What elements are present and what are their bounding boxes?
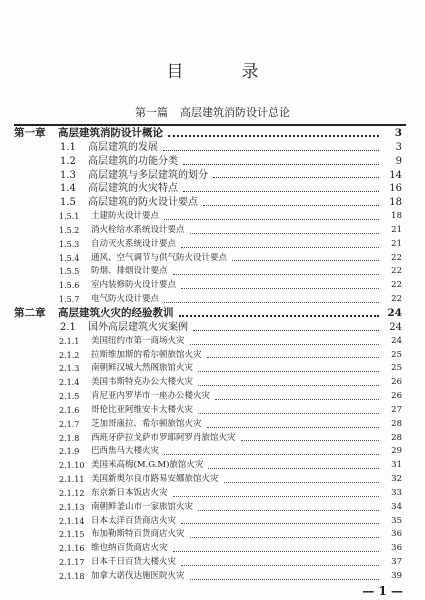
- dot-leader: [198, 385, 379, 386]
- entry-title: 消火栓给水系统设计要点: [91, 224, 185, 235]
- entry-number: 1.5.1: [59, 212, 80, 222]
- toc-section-entry: [14, 155, 404, 169]
- toc-chapter-entry: [14, 307, 404, 321]
- page-number: 25: [391, 349, 402, 360]
- dot-leader: [207, 357, 379, 358]
- page-number: 34: [391, 501, 402, 512]
- toc-section-entry: [14, 169, 404, 183]
- page-number: 27: [391, 404, 402, 415]
- entry-title: 国外高层建筑火灾案例: [88, 321, 188, 333]
- toc-subsection-entry: [14, 418, 404, 432]
- entry-title: 高层建筑的防火设计要点: [88, 197, 198, 209]
- toc-subsection-entry: [14, 404, 404, 418]
- page-number: 39: [391, 571, 402, 581]
- entry-title: 哥伦比亚阿维安卡大楼火灾: [91, 404, 194, 415]
- page-number: 3: [394, 127, 402, 139]
- page-number-footer: — 1 —: [362, 584, 403, 598]
- entry-title: 拉斯维加斯的希尔顿旅馆火灾: [91, 349, 202, 360]
- dot-leader: [190, 537, 379, 538]
- toc-section-entry: [14, 321, 404, 335]
- entry-title: 高层建筑消防设计概论: [58, 127, 163, 139]
- dot-leader: [224, 482, 379, 483]
- entry-title: 室内装修防火设计要点: [91, 280, 177, 291]
- entry-title: 高层建筑与多层建筑的划分: [88, 169, 208, 181]
- entry-number: 2.1.3: [59, 364, 80, 374]
- toc-section-entry: [14, 141, 404, 155]
- toc-subsection-entry: [14, 570, 404, 584]
- dot-leader: [179, 315, 380, 317]
- dot-leader: [164, 219, 379, 220]
- entry-title: 高层建筑的功能分类: [88, 155, 178, 167]
- part-heading: [0, 106, 425, 120]
- entry-title: 高层建筑的发展: [88, 141, 158, 153]
- toc-subsection-entry: [14, 238, 404, 252]
- entry-title: 肯尼亚内罗毕市一座办公楼火灾: [91, 391, 211, 402]
- toc-subsection-entry: [14, 224, 404, 238]
- toc-subsection-entry: [14, 335, 404, 349]
- entry-title: 南朝鲜釜山市一家旅馆火灾: [91, 501, 194, 512]
- dot-leader: [203, 205, 379, 206]
- toc-subsection-entry: [14, 501, 404, 515]
- toc-subsection-entry: [14, 487, 404, 501]
- page-number: 18: [389, 197, 402, 209]
- dot-leader: [241, 440, 379, 441]
- entry-title: 日本太洋百货商店火灾: [91, 515, 177, 526]
- page-number: 36: [391, 529, 402, 540]
- toc-subsection-entry: [14, 445, 404, 459]
- page-number: 21: [391, 238, 402, 249]
- page-number: 28: [391, 432, 402, 443]
- entry-number: 2.1.2: [59, 350, 80, 360]
- entry-number: 2.1.4: [59, 378, 80, 388]
- entry-number: 2.1.1: [59, 336, 80, 346]
- toc-section-entry: [14, 182, 404, 196]
- page-number: 24: [387, 306, 402, 319]
- page-number: 16: [389, 183, 402, 195]
- dot-leader: [190, 579, 379, 580]
- toc-subsection-entry: [14, 556, 404, 570]
- entry-number: 2.1.6: [59, 405, 80, 415]
- dot-leader: [173, 496, 379, 497]
- page-number: 32: [391, 474, 402, 485]
- dot-leader: [181, 565, 379, 566]
- dot-leader: [181, 288, 379, 289]
- entry-number: 1.4: [60, 183, 76, 195]
- toc-subsection-entry: [14, 376, 404, 390]
- entry-title: 西班牙萨拉戈萨市罗耶阿罗肖旅馆火灾: [91, 432, 236, 443]
- page-number: 14: [389, 169, 402, 181]
- toc-subsection-entry: [14, 265, 404, 279]
- page-number: 35: [391, 515, 402, 526]
- page-number: 18: [391, 211, 402, 222]
- entry-title: 维也纳百货商店火灾: [91, 543, 168, 554]
- entry-title: 日本千日百货大楼火灾: [91, 557, 177, 568]
- toc-subsection-entry: [14, 473, 404, 487]
- page-number: 22: [391, 294, 402, 305]
- entry-number: 1.5.7: [59, 295, 80, 305]
- page-number: 37: [391, 557, 402, 568]
- entry-number: 2.1.17: [59, 558, 85, 568]
- dot-leader: [190, 233, 379, 234]
- entry-title: 自动灭火系统设计要点: [91, 238, 177, 249]
- entry-title: 布加勒斯特百货商店火灾: [91, 529, 185, 540]
- entry-number: 第二章: [14, 306, 46, 319]
- dot-leader: [198, 371, 379, 372]
- toc-subsection-entry: [14, 362, 404, 376]
- entry-title: 高层建筑火灾的经验教训: [58, 306, 174, 319]
- entry-number: 1.5.3: [59, 239, 80, 249]
- entry-title: 美国米高梅(M.G.M)旅馆火灾: [91, 460, 204, 471]
- page-number: 26: [391, 391, 402, 402]
- entry-number: 2.1.13: [59, 502, 85, 512]
- dot-leader: [215, 399, 379, 400]
- page-number: 26: [391, 377, 402, 388]
- entry-number: 1.2: [60, 155, 76, 167]
- entry-number: 1.5.2: [59, 225, 80, 235]
- dot-leader: [173, 274, 379, 275]
- page-title: 目录: [166, 62, 317, 82]
- dot-leader: [173, 551, 379, 552]
- toc-section-entry: [14, 196, 404, 210]
- dot-leader: [213, 177, 379, 178]
- entry-number: 2.1.5: [59, 392, 80, 402]
- toc-subsection-entry: [14, 432, 404, 446]
- dot-leader: [163, 150, 379, 151]
- dot-leader: [164, 454, 379, 455]
- entry-title: 电气防火设计要点: [91, 294, 160, 305]
- dot-leader: [207, 427, 379, 428]
- entry-title: 美国纽约市第一商场火灾: [91, 335, 185, 346]
- dot-leader: [164, 302, 379, 303]
- dot-leader: [190, 344, 379, 345]
- page-number: 9: [395, 155, 402, 167]
- page-number: 22: [391, 280, 402, 291]
- dot-leader: [181, 247, 379, 248]
- heading-divider: [14, 124, 406, 126]
- toc-subsection-entry: [14, 528, 404, 542]
- entry-title: 芝加哥康拉、希尔顿旅馆火灾: [91, 418, 202, 429]
- dot-leader: [232, 260, 379, 261]
- entry-title: 加拿大诺伐达施医院火灾: [91, 571, 185, 581]
- toc-subsection-entry: [14, 252, 404, 266]
- toc-chapter-entry: [14, 127, 404, 141]
- entry-number: 1.5.5: [59, 267, 80, 277]
- dot-leader: [193, 330, 379, 331]
- entry-title: 东京新日本饭店火灾: [91, 487, 168, 498]
- toc-subsection-entry: [14, 293, 404, 307]
- entry-number: 1.5.6: [59, 281, 80, 291]
- toc-subsection-entry: [14, 390, 404, 404]
- toc-subsection-entry: [14, 459, 404, 473]
- entry-number: 2.1.8: [59, 433, 80, 443]
- page-number: 3: [395, 141, 402, 153]
- page-number: 22: [391, 252, 402, 263]
- entry-number: 1.5: [60, 197, 76, 209]
- entry-number: 2.1: [60, 321, 76, 333]
- page-number: 24: [389, 321, 402, 333]
- toc-subsection-entry: [14, 542, 404, 556]
- entry-title: 南朝鲜汉城大然阁旅馆火灾: [91, 363, 194, 374]
- page-number: 24: [391, 335, 402, 346]
- page-number: 21: [391, 224, 402, 235]
- dot-leader: [183, 164, 379, 165]
- page-number: 33: [391, 487, 402, 498]
- entry-number: 2.1.7: [59, 419, 80, 429]
- dot-leader: [181, 523, 379, 524]
- dot-leader: [183, 191, 379, 192]
- page-number: 31: [391, 460, 402, 471]
- entry-number: 2.1.11: [59, 475, 85, 485]
- dot-leader: [198, 413, 379, 414]
- dot-leader: [208, 468, 379, 469]
- entry-title: 巴西焦马大楼火灾: [91, 446, 160, 457]
- entry-number: 2.1.14: [59, 516, 85, 526]
- entry-number: 2.1.16: [59, 544, 85, 554]
- entry-title: 土建防火设计要点: [91, 211, 160, 222]
- entry-title: 通风、空气调节与供气防火设计要点: [91, 252, 228, 263]
- entry-title: 美国韦斯特克办公大楼火灾: [91, 377, 194, 388]
- toc-subsection-entry: [14, 349, 404, 363]
- part-title: 高层建筑消防设计总论: [180, 106, 290, 119]
- page-number: 22: [391, 266, 402, 277]
- entry-title: 高层建筑的火灾特点: [88, 183, 178, 195]
- entry-title: 防烟、排烟设计要点: [91, 266, 168, 277]
- page-number: 25: [391, 363, 402, 374]
- toc-subsection-entry: [14, 210, 404, 224]
- entry-number: 2.1.9: [59, 447, 80, 457]
- entry-number: 第一章: [14, 127, 46, 139]
- toc-subsection-entry: [14, 515, 404, 529]
- entry-number: 1.1: [60, 141, 76, 153]
- page-number: 28: [391, 418, 402, 429]
- dot-leader: [168, 135, 379, 137]
- toc-subsection-entry: [14, 279, 404, 293]
- page-number: 29: [391, 446, 402, 457]
- entry-number: 2.1.18: [59, 572, 85, 581]
- entry-number: 2.1.10: [59, 461, 85, 471]
- entry-number: 2.1.12: [59, 488, 85, 498]
- entry-number: 1.3: [60, 169, 76, 181]
- entry-number: 2.1.15: [59, 530, 85, 540]
- part-label: 第一篇: [135, 106, 168, 119]
- entry-title: 美国新奥尔良市路易安娜旅馆火灾: [91, 474, 219, 485]
- table-of-contents: [14, 127, 404, 584]
- page-number: 36: [391, 543, 402, 554]
- entry-number: 1.5.4: [59, 253, 80, 263]
- dot-leader: [198, 510, 379, 511]
